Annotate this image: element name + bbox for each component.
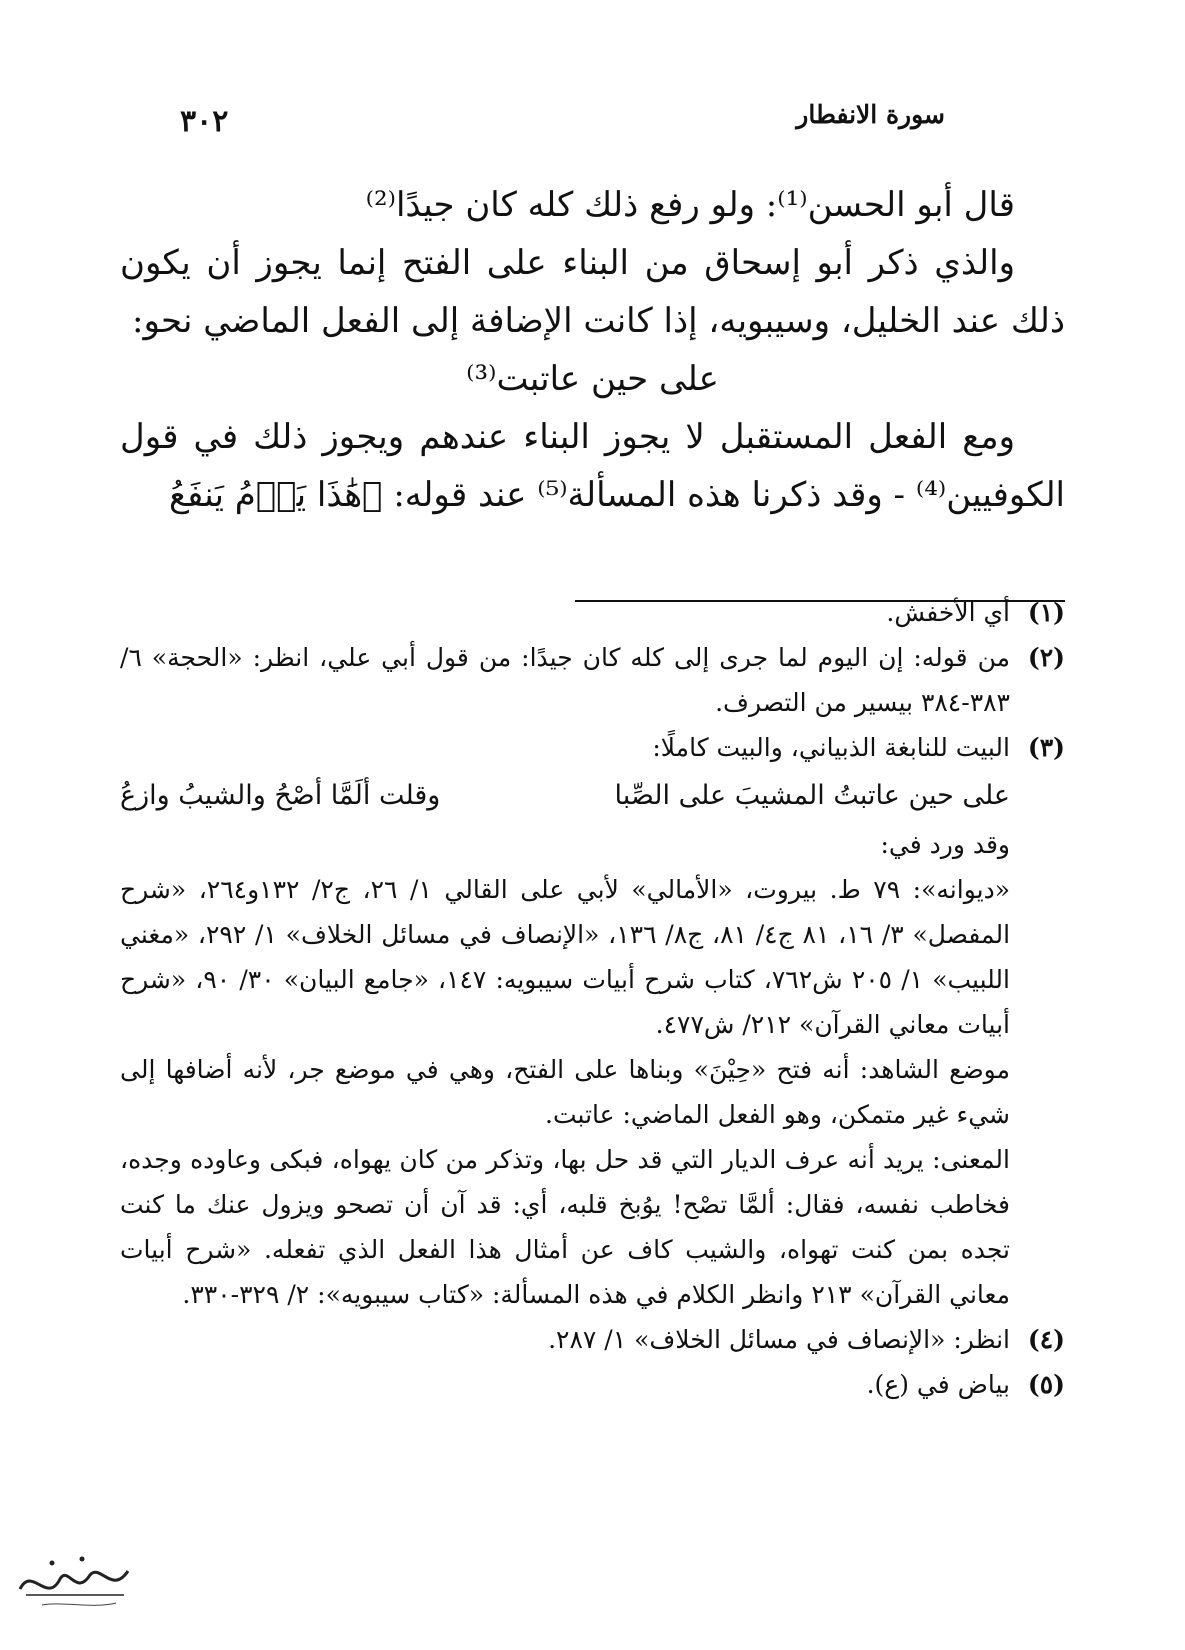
sources-intro: وقد ورد في: [880,830,1010,859]
footnote-number: (٢) [1027,643,1065,672]
footnote-2 [120,635,1065,725]
footnote-5 [120,1362,1065,1407]
main-text [120,176,1065,524]
quoted-verse: على حين عاتبت⁽³⁾ [466,359,719,399]
sources-list: «ديوانه»: ٧٩ ط. بيروت، «الأمالي» لأبي على القالي ١/ ٢٦، ج٢/ ١٣٢و٢٦٤، «شرح المفصل» ٣/ ١٦، ٨١ ج٤/ ٨١، ج٨/ ١٣٦، «الإنصاف في مسائل الخلاف» ١/ ٢٩٢، «مغني اللبيب» ١/ ٢٠٥ ش٧٦٢، كتاب شرح أبيات سيبويه: ١٤٧، «جامع البيان» ٣٠/ ٩٠، «شرح أبيات معاني القرآن» ٢١٢/ ش٤٧٧. [120,875,1011,1039]
publisher-stamp-logo [12,1545,137,1615]
footnote-4 [120,1317,1065,1362]
footnote-text: بياض في (ع). [866,1370,1010,1399]
poem-hemistich-2: وقلت ألَمَّا أصْحُ والشيبُ وازعُ [120,780,441,811]
footnote-text: البيت للنابغة الذبياني، والبيت كاملًا: [652,733,1010,762]
page-number: ٣٠٢ [180,104,229,139]
paragraph-2: والذي ذكر أبو إسحاق من البناء على الفتح إنما يجوز أن يكون ذلك عند الخليل، وسيبويه، إذا كانت الإضافة إلى الفعل الماضي نحو: [120,243,1065,341]
footnote-text: من قوله: إن اليوم لما جرى إلى كله كان جيدًا: من قول أبي علي، انظر: «الحجة» ٦/ ٣٨٣-٣٨٤ بيسير من التصرف. [120,643,1010,717]
footnote-number: (٥) [1027,1370,1065,1399]
evidence-note: موضع الشاهد: أنه فتح «حِيْنَ» وبناها على الفتح، وهي في موضع جر، لأنه أضافها إلى شيء غير متمكن، وهو الفعل الماضي: عاتبت. [120,1055,1010,1129]
poem-verse [120,770,1065,822]
footnote-number: (١) [1027,598,1065,627]
paragraph-3: ومع الفعل المستقبل لا يجوز البناء عندهم ويجوز ذلك في قول الكوفيين⁽⁴⁾ - وقد ذكرنا هذه المسألة⁽⁵⁾ عند قوله: ﴿هَٰذَا يَوۡمُ يَنفَعُ [120,417,1065,515]
footnote-text: أي الأخفش. [886,598,1010,627]
meaning-note: المعنى: يريد أنه عرف الديار التي قد حل بها، وتذكر من كان يهواه، فبكى وعاوده وجده، فخاطب نفسه، فقال: ألمَّا تصْح! يوُبخ قلبه، أي: قد آن أن تصحو ويزول عنك ما كنت تجده بمن كنت تهواه، والشيب كاف عن أمثال هذا الفعل الذي تفعله. «شرح أبيات معاني القرآن» ٢١٣ وانظر الكلام في هذه المسألة: «كتاب سيبويه»: ٢/ ٣٢٩-٣٣٠. [120,1145,1010,1309]
footnote-number: (٤) [1027,1325,1065,1354]
poem-hemistich-1: على حين عاتبتُ المشيبَ على الصِّبا [614,780,1010,811]
paragraph-1: قال أبو الحسن⁽¹⁾: ولو رفع ذلك كله كان جيدًا⁽²⁾ [365,185,1015,225]
footnote-3 [120,725,1065,770]
running-header-title: سورة الانفطار [796,100,945,129]
footnote-1 [120,590,1065,635]
footnote-number: (٣) [1027,733,1065,762]
footnotes [120,590,1065,1407]
footnote-text: انظر: «الإنصاف في مسائل الخلاف» ١/ ٢٨٧. [548,1325,1010,1354]
